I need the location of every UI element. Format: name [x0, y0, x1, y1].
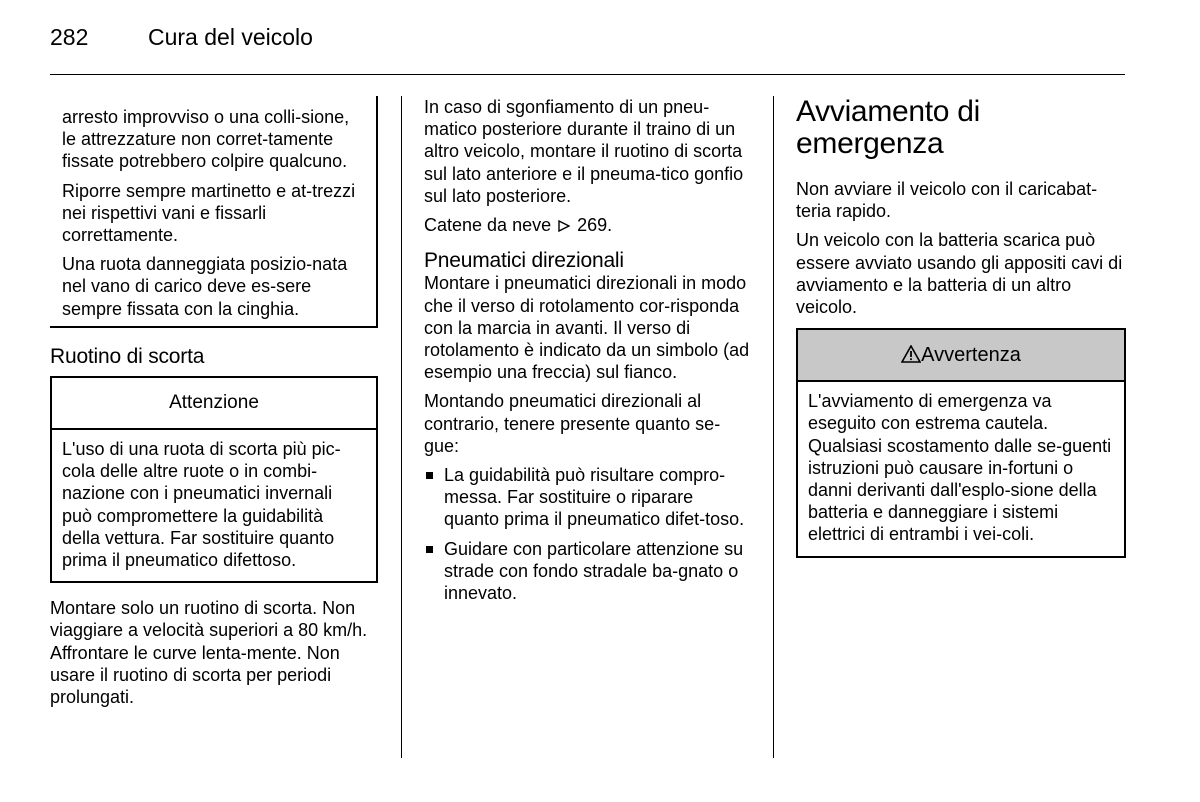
page-number: 282 — [50, 24, 89, 50]
paragraph: Montando pneumatici direzionali al contrario, tenere presente quanto se-gue: — [424, 391, 721, 456]
column-divider — [773, 96, 774, 758]
list-item — [424, 464, 750, 531]
section-title: Cura del veicolo — [148, 24, 313, 50]
column-2 — [424, 96, 750, 611]
paragraph: Una ruota danneggiata posizio-nata nel vano di carico deve es-sere sempre fissata con la cinghia. — [62, 254, 348, 319]
caution-text: L'uso di una ruota di scorta più pic-cola delle altre ruote o in combi-nazione con i pneumatici invernali può compromettere la guidabilità della vettura. Far sostituire quanto prima il pneumatico difettoso. — [62, 439, 341, 571]
paragraph: arresto improvviso o una colli-sione, le attrezzature non corret-tamente fissate potrebbero colpire qualcuno. — [62, 107, 350, 172]
paragraph: In caso di sgonfiamento di un pneu-matico posteriore durante il traino di un altro veicolo, montare il ruotino di scorta sul lato anteriore e il pneuma-tico gonfio sul lato posteriore. — [424, 97, 744, 206]
cross-reference — [424, 214, 750, 236]
header-rule — [50, 74, 1125, 75]
bullet-square-icon — [426, 546, 433, 553]
paragraph: Un veicolo con la batteria scarica può essere avviato usando gli appositi cavi di avviamento e la batteria di un altro veicolo. — [796, 230, 1123, 318]
column-divider — [401, 96, 402, 758]
list-item — [424, 538, 750, 605]
paragraph: Montare solo un ruotino di scorta. Non viaggiare a velocità superiori a 80 km/h. Affrontare le curve lenta-mente. Non usare il ruotino di scorta per periodi prolungati. — [50, 598, 368, 708]
bullet-square-icon — [426, 472, 433, 479]
paragraph: Montare i pneumatici direzionali in modo che il verso di rotolamento cor-risponda con la marcia in avanti. Il verso di rotolamento è indicato da un simbolo (ad esempio una freccia) sul fianco. — [424, 273, 750, 383]
reference-page: 269. — [577, 215, 613, 236]
chapter-heading: Avviamento di emergenza — [796, 95, 980, 160]
warning-title: Avvertenza — [921, 344, 1021, 367]
page-reference-arrow-icon — [558, 220, 570, 232]
column-3 — [796, 96, 1126, 558]
warning-box — [796, 328, 1126, 557]
warning-text: L'avviamento di emergenza va eseguito con estrema cautela. Qualsiasi scostamento dalle se-guenti istruzioni può causare in-fortuni o danni derivanti dall'esplo-sione della batteria e danneggiare i sistemi elettrici di entrambi i vei-coli. — [808, 391, 1112, 545]
warning-triangle-icon — [901, 345, 921, 363]
list-item-text: La guidabilità può risultare compro-messa. Far sostituire o riparare quanto prima il pneumatico difet-toso. — [444, 465, 745, 530]
list-item-text: Guidare con particolare attenzione su strade con fondo stradale ba-gnato o innevato. — [444, 538, 744, 604]
warning-header — [798, 330, 1124, 382]
section-heading: Pneumatici direzionali — [424, 249, 624, 273]
section-heading: Ruotino di scorta — [50, 344, 205, 368]
column-1 — [50, 96, 376, 715]
caution-title: Attenzione — [52, 378, 376, 430]
caution-box — [50, 376, 378, 583]
paragraph: Riporre sempre martinetto e at-trezzi nei rispettivi vani e fissarli correttamente. — [62, 180, 356, 246]
reference-text: Catene da neve — [424, 215, 552, 236]
paragraph: Non avviare il veicolo con il caricabat-teria rapido. — [796, 179, 1098, 222]
continued-warning-box — [50, 96, 378, 328]
